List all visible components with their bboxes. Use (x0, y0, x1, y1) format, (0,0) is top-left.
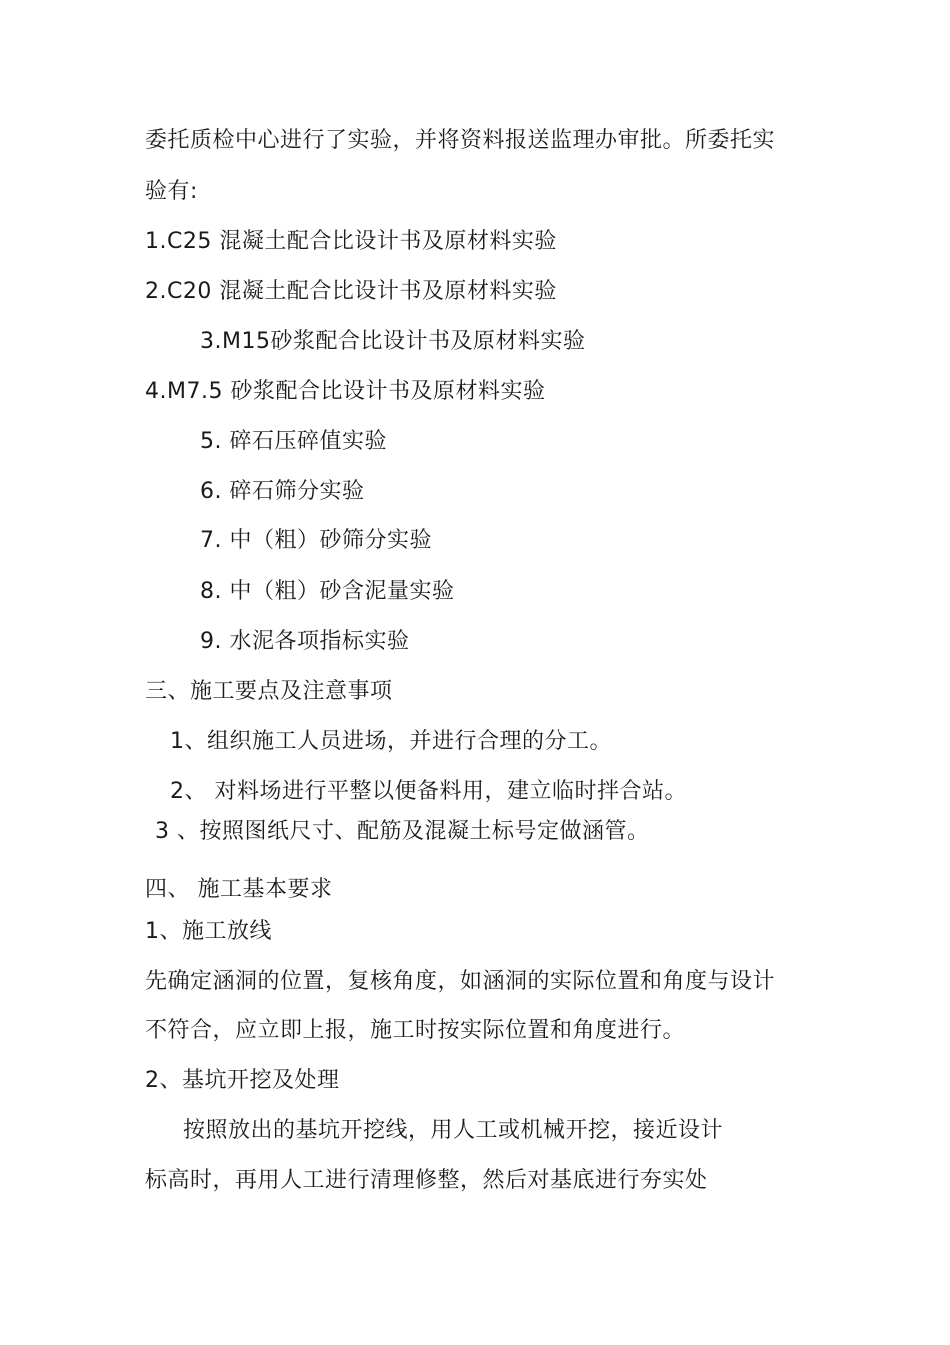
paragraph-line: 不符合，应立即上报，施工时按实际位置和角度进行。 (145, 1018, 686, 1043)
list-item: 3 、按照图纸尺寸、配筋及混凝土标号定做涵管。 (155, 819, 650, 844)
paragraph-line: 委托质检中心进行了实验，并将资料报送监理办审批。所委托实 (145, 128, 776, 153)
list-item: 2、 对料场进行平整以便备料用，建立临时拌合站。 (170, 779, 687, 804)
list-item: 9. 水泥各项指标实验 (200, 629, 410, 654)
list-item: 3.M15砂浆配合比设计书及原材料实验 (200, 329, 586, 354)
list-item: 7. 中（粗）砂筛分实验 (200, 528, 432, 553)
subsection-heading: 2、基坑开挖及处理 (145, 1068, 340, 1093)
list-item: 4.M7.5 砂浆配合比设计书及原材料实验 (145, 379, 546, 404)
list-item: 1.C25 混凝土配合比设计书及原材料实验 (145, 229, 557, 254)
list-item: 2.C20 混凝土配合比设计书及原材料实验 (145, 279, 557, 304)
section-heading: 三、施工要点及注意事项 (145, 679, 393, 704)
paragraph-line: 先确定涵洞的位置，复核角度，如涵洞的实际位置和角度与设计 (145, 969, 776, 994)
paragraph-line: 验有: (145, 179, 198, 204)
list-item: 5. 碎石压碎值实验 (200, 429, 387, 454)
list-item: 6. 碎石筛分实验 (200, 479, 365, 504)
paragraph-line: 标高时，再用人工进行清理修整，然后对基底进行夯实处 (145, 1168, 708, 1193)
paragraph-line: 按照放出的基坑开挖线，用人工或机械开挖，接近设计 (183, 1118, 724, 1143)
list-item: 8. 中（粗）砂含泥量实验 (200, 579, 455, 604)
section-heading: 四、 施工基本要求 (145, 877, 333, 902)
list-item: 1、组织施工人员进场，并进行合理的分工。 (170, 729, 612, 754)
subsection-heading: 1、施工放线 (145, 919, 272, 944)
